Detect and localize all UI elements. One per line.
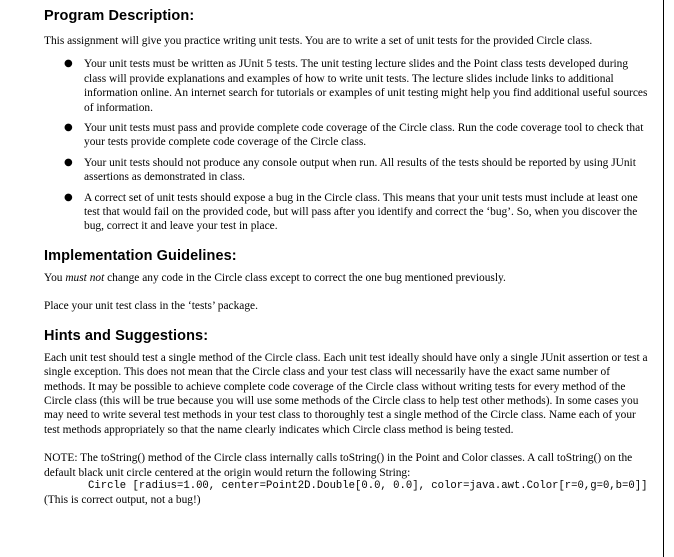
implementation-emphasis: must not <box>65 271 105 284</box>
note-paragraph: NOTE: The toString() method of the Circle class internally calls toString() in the Point and Color classes. A call toString() on the default black unit circle centered at the origin would return the following String: <box>44 452 633 479</box>
list-item-text: Your unit tests must pass and provide complete code coverage of the Circle class. Run the code coverage tool to check that your tests provide complete code coverage of the Circle class. <box>84 122 644 149</box>
page-margin <box>664 0 674 557</box>
implementation-text-after: change any code in the Circle class except to correct the one bug mentioned previously. <box>104 271 506 284</box>
package-paragraph: Place your unit test class in the ‘tests’ package. <box>44 300 258 313</box>
bullet-icon: ● <box>64 122 73 134</box>
list-item <box>64 57 649 115</box>
list-item-text: Your unit tests must be written as JUnit 5 tests. The unit testing lecture slides and the Point class tests developed during class will provide explanations and examples of how to write unit tests. The lecture slides include links to additional information online. An internet search for tutorials or examples of unit testing might help you find additional useful sources of information. <box>84 58 648 114</box>
code-sample: Circle [radius=1.00, center=Point2D.Double[0.0, 0.0], color=java.awt.Color[r=0,g=0,b=0]] <box>88 479 648 492</box>
program-description-intro: This assignment will give you practice writing unit tests. You are to write a set of unit tests for the provided Circle class. <box>44 35 593 47</box>
implementation-heading: Implementation Guidelines: <box>44 247 237 264</box>
closing-paragraph: (This is correct output, not a bug!) <box>44 493 201 506</box>
implementation-text-before: You <box>44 271 66 284</box>
program-description-heading: Program Description: <box>44 8 195 24</box>
list-item-text: Your unit tests should not produce any console output when run. All results of the tests should be reported by using JUnit assertions as demonstrated in class. <box>84 156 636 184</box>
hints-paragraph: Each unit test should test a single method of the Circle class. Each unit test ideally should have only a single JUnit assertion or test a single exception. This does not mean that the Circle class and your test class will necessarily have the exact same number of methods. It may be possible to achieve complete code coverage of the Circle class without writing tests for every method of the Circle class (this will be true because you will use some methods of the Circle class to help test other methods). In some cases you may need to write several test methods in your test class to thoroughly test a single method of the Circle class. Name each of your test methods appropriately so that the name clearly indicates which Circle class method is being tested. <box>44 351 648 436</box>
bullet-icon: ● <box>64 191 73 203</box>
hints-section <box>44 328 649 508</box>
hints-heading: Hints and Suggestions: <box>44 327 209 344</box>
bullet-icon: ● <box>64 156 73 168</box>
list-item <box>64 121 649 150</box>
bullet-icon: ● <box>64 58 73 70</box>
list-item <box>64 156 649 185</box>
requirements-list <box>44 57 649 233</box>
list-item-text: A correct set of unit tests should expose a bug in the Circle class. This means that your unit tests must include at least one test that would fail on the provided code, but will pass after you identify and correct the ‘bug’. So, when you discover the bug, correct it and leave your test in place. <box>84 191 638 233</box>
implementation-section <box>44 248 649 314</box>
list-item <box>64 191 649 234</box>
implementation-paragraph <box>44 271 649 285</box>
